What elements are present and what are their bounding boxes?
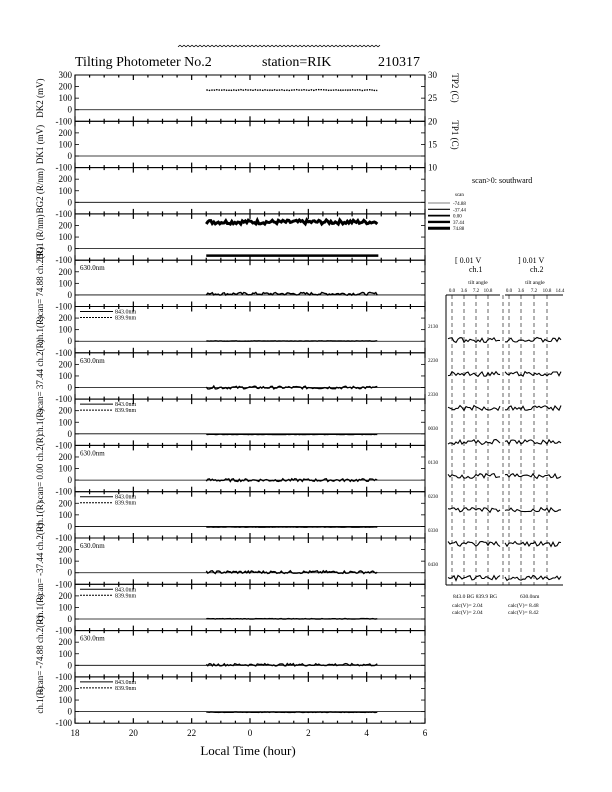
- panel-frame: [75, 353, 425, 399]
- y-tick-label: 200: [58, 81, 72, 92]
- y-tick-label: -100: [55, 440, 72, 451]
- panel-ylabel: ch.1(R): [35, 686, 45, 714]
- y-tick-label: 100: [58, 232, 72, 243]
- y-tick-label: 100: [58, 509, 72, 520]
- inset-trace: [448, 508, 500, 513]
- y-tick-label: 200: [58, 498, 72, 509]
- y-tick-label: 0: [67, 567, 72, 578]
- inset-calc1b: calc(V)= 2.04: [452, 610, 483, 616]
- y-tick-label: 100: [58, 324, 72, 335]
- panel-frame: [75, 121, 425, 167]
- y-tick-label: 100: [58, 417, 72, 428]
- scan-legend-header: scan: [455, 193, 464, 198]
- inset-ch2-label: ch.2: [530, 265, 544, 274]
- y-tick-label: 0: [67, 289, 72, 300]
- inset-trace: [505, 576, 561, 581]
- y-tick-label: -100: [55, 162, 72, 173]
- inset-angle-label-1: tilt angle: [468, 280, 488, 286]
- inset-trace: [448, 440, 500, 445]
- y-tick-label: 200: [58, 266, 72, 277]
- inset-grid: [428, 289, 565, 585]
- inset-bottom-ch1: 843.0 BG 839.9 BG: [453, 594, 498, 600]
- y-tick-label: 200: [58, 127, 72, 138]
- inset-angle-tick: 3.6: [460, 289, 468, 294]
- y-tick-label: 100: [58, 370, 72, 381]
- scan-legend-label: 74.88: [453, 227, 465, 233]
- inset-time-label: 0330: [428, 529, 438, 534]
- y-tick-label: 0: [67, 706, 72, 717]
- panel-bg2: [35, 168, 425, 219]
- y-tick-label: 200: [58, 405, 72, 416]
- tp1-label: TP1 (C): [450, 120, 460, 150]
- data-trace: [206, 386, 377, 389]
- panel-dk1: [35, 121, 425, 172]
- inset-angle-label-2: tilt angle: [525, 280, 545, 286]
- legend-label: 843.0nm: [115, 402, 137, 409]
- inset-time-label: 2230: [428, 359, 438, 364]
- y-tick-label: 100: [58, 93, 72, 104]
- y-tick-label: 200: [58, 451, 72, 462]
- panel-p8: [35, 584, 425, 635]
- y-tick-label: 100: [58, 185, 72, 196]
- inset-trace: [505, 542, 561, 547]
- inset-bottom-ch2: 630.0nm: [520, 594, 540, 600]
- scan-inset: [428, 256, 565, 616]
- panel-frame: [75, 260, 425, 306]
- right-tick-label: 30: [428, 70, 437, 80]
- data-trace: [206, 90, 377, 91]
- y-tick-label: 0: [67, 382, 72, 393]
- panel-ylabel: scan= -37.44 ch.2(R): [35, 523, 45, 600]
- inset-trace: [448, 372, 500, 377]
- inset-calc2a: calc(V)= 8.48: [508, 603, 539, 609]
- scan-legend-label: -74.88: [453, 202, 466, 207]
- y-tick-label: 0: [67, 104, 72, 115]
- legend-label: 843.0nm: [115, 679, 137, 686]
- inset-ch1-label: ch.1: [469, 265, 483, 274]
- y-tick-label: 100: [58, 278, 72, 289]
- legend-label: 839.9nm: [115, 315, 137, 322]
- y-tick-label: 100: [58, 695, 72, 706]
- legend-label: 839.9nm: [115, 500, 137, 507]
- panel-ylabel: BG2 (R/nm): [35, 168, 45, 214]
- inset-trace: [448, 542, 500, 547]
- panel-ylabel: scan= 74.88 ch.2(R): [35, 246, 45, 320]
- y-tick-label: 100: [58, 139, 72, 150]
- y-tick-label: 0: [67, 151, 72, 162]
- y-tick-label: 0: [67, 243, 72, 254]
- x-tick-label: 22: [187, 728, 197, 739]
- y-tick-label: -100: [55, 255, 72, 266]
- panel-ylabel: ch.1(R): [35, 316, 45, 344]
- inset-time-label: 0430: [428, 563, 438, 568]
- panel-wavelength-label: 630.0nm: [80, 449, 105, 458]
- y-tick-label: 200: [58, 683, 72, 694]
- inset-calc2b: calc(V)= 8.42: [508, 610, 539, 616]
- y-tick-label: 0: [67, 660, 72, 671]
- station-label: station=RIK: [262, 55, 332, 70]
- x-tick-label: 18: [70, 728, 80, 739]
- right-tick-label: 25: [428, 93, 437, 104]
- scan-legend-title: scan>0: southward: [472, 176, 533, 185]
- time-axis-label: Local Time (hour): [200, 743, 296, 758]
- inset-trace: [505, 508, 561, 512]
- y-tick-label: 200: [58, 359, 72, 370]
- scan-legend-label: 0.00: [453, 214, 462, 220]
- legend-label: 839.9nm: [115, 408, 137, 415]
- panel-wavelength-label: 630.0nm: [80, 264, 105, 273]
- inset-ch1-header: [ 0.01 V: [455, 256, 482, 265]
- inset-angle-tick: 0.0: [448, 289, 456, 294]
- legend-label: 843.0nm: [115, 309, 137, 316]
- inset-trace: [505, 372, 561, 377]
- y-tick-label: 0: [67, 197, 72, 208]
- panel-dk2: [35, 70, 425, 126]
- inset-trace: [448, 406, 500, 411]
- data-trace: [206, 220, 377, 224]
- y-tick-label: 200: [58, 590, 72, 601]
- panel-frame: [75, 75, 425, 121]
- inset-trace: [505, 440, 561, 444]
- panel-wavelength-label: 630.0nm: [80, 356, 105, 365]
- inset-time-label: 0130: [428, 461, 438, 466]
- y-tick-label: 100: [58, 463, 72, 474]
- panel-p2: [35, 307, 425, 358]
- date-label: 210317: [378, 55, 420, 70]
- inset-trace: [448, 474, 500, 479]
- y-tick-label: 0: [67, 475, 72, 486]
- scan-legend: [428, 202, 466, 232]
- y-tick-label: -100: [55, 671, 72, 682]
- panel-bg1: [35, 214, 425, 265]
- top-wave-line: [178, 45, 380, 47]
- y-tick-label: -100: [55, 533, 72, 543]
- panel-ylabel: ch.1(R): [35, 593, 45, 622]
- legend-label: 839.9nm: [115, 685, 137, 692]
- panel-ylabel: scan= 0.00 ch.2(R): [35, 434, 45, 503]
- y-tick-label: 100: [58, 648, 72, 659]
- y-tick-label: 0: [67, 521, 72, 532]
- legend-label: 843.0nm: [115, 494, 137, 501]
- y-tick-label: 0: [67, 614, 72, 625]
- inset-angle-tick: 0.0: [505, 289, 513, 294]
- panel-ylabel: scan= -74.88 ch.2(R): [35, 615, 45, 692]
- y-tick-label: -100: [55, 718, 72, 729]
- inset-angle-tick: 7.2: [530, 289, 538, 294]
- inset-ch2-header: ] 0.01 V: [518, 256, 545, 265]
- panel-wavelength-label: 630.0nm: [80, 634, 105, 643]
- y-tick-label: -100: [55, 579, 72, 590]
- legend-label: 839.9nm: [115, 593, 137, 600]
- x-tick-label: 4: [364, 728, 369, 739]
- panel-p4: [35, 399, 425, 450]
- panel-frame: [75, 631, 425, 677]
- inset-angle-tick: 14.4: [555, 289, 565, 294]
- inset-time-label: 0230: [428, 495, 438, 500]
- y-tick-label: -100: [55, 208, 72, 219]
- panel-wavelength-label: 630.0nm: [80, 542, 105, 550]
- panel-ylabel: DK2 (mV): [35, 78, 45, 118]
- y-tick-label: 0: [67, 428, 72, 439]
- y-tick-label: 200: [58, 220, 72, 231]
- right-temperature-axis: [428, 70, 438, 173]
- x-tick-label: 6: [422, 728, 428, 739]
- x-tick-label: 2: [306, 728, 311, 739]
- right-tick-label: 15: [428, 139, 437, 150]
- y-tick-label: 200: [58, 544, 72, 555]
- y-tick-label: 300: [58, 70, 72, 80]
- y-tick-label: -100: [55, 394, 72, 405]
- panel-ylabel: scan= 37.44 ch.2(R): [35, 339, 45, 413]
- x-tick-label: 20: [128, 728, 138, 739]
- inset-time-label: 2130: [428, 325, 438, 330]
- tp2-label: TP2 (C): [450, 73, 460, 103]
- panel-group: [35, 70, 425, 728]
- y-tick-label: -100: [55, 486, 72, 497]
- x-tick-label: 0: [247, 728, 253, 739]
- panel-p10: [35, 677, 425, 728]
- inset-time-label: 0030: [428, 427, 438, 432]
- panel-ylabel: DK1 (mV): [35, 124, 45, 165]
- panel-ylabel: ch.1(R): [35, 408, 45, 436]
- y-tick-label: 100: [58, 602, 72, 613]
- inset-angle-tick: 3.6: [517, 289, 525, 294]
- scan-legend-label: -37.44: [453, 208, 466, 214]
- y-tick-label: -100: [55, 625, 72, 636]
- inset-trace: [505, 474, 561, 479]
- inset-angle-tick: 10.8: [542, 289, 552, 294]
- y-tick-label: 200: [58, 313, 72, 324]
- panel-ylabel: BG1 (R/nm): [35, 214, 45, 260]
- y-tick-label: -100: [55, 301, 72, 312]
- y-tick-label: -100: [55, 347, 72, 358]
- right-tick-label: 20: [428, 116, 437, 127]
- inset-angle-tick: 10.8: [483, 289, 493, 294]
- y-tick-label: 100: [58, 556, 72, 567]
- inset-angle-tick: 7.2: [472, 289, 480, 294]
- panel-frame: [75, 538, 425, 584]
- y-tick-label: 200: [58, 637, 72, 648]
- y-tick-label: 200: [58, 174, 72, 185]
- inset-trace: [505, 406, 561, 411]
- inset-trace: [505, 338, 561, 343]
- scan-legend-label: 37.44: [453, 220, 465, 226]
- page-title: Tilting Photometer No.2: [75, 55, 212, 70]
- panel-frame: [75, 445, 425, 491]
- inset-calc1a: calc(V)= 2.04: [452, 603, 483, 609]
- panel-p6: [35, 492, 425, 543]
- y-tick-label: 0: [67, 336, 72, 347]
- panel-ylabel: ch.1(R): [35, 501, 45, 529]
- panel-frame: [75, 168, 425, 214]
- inset-trace: [448, 338, 500, 343]
- inset-trace: [448, 576, 500, 581]
- inset-time-label: 2330: [428, 393, 438, 398]
- legend-label: 843.0nm: [115, 587, 137, 594]
- y-tick-label: -100: [55, 116, 72, 127]
- time-axis: [71, 728, 428, 738]
- right-tick-label: 10: [428, 162, 437, 173]
